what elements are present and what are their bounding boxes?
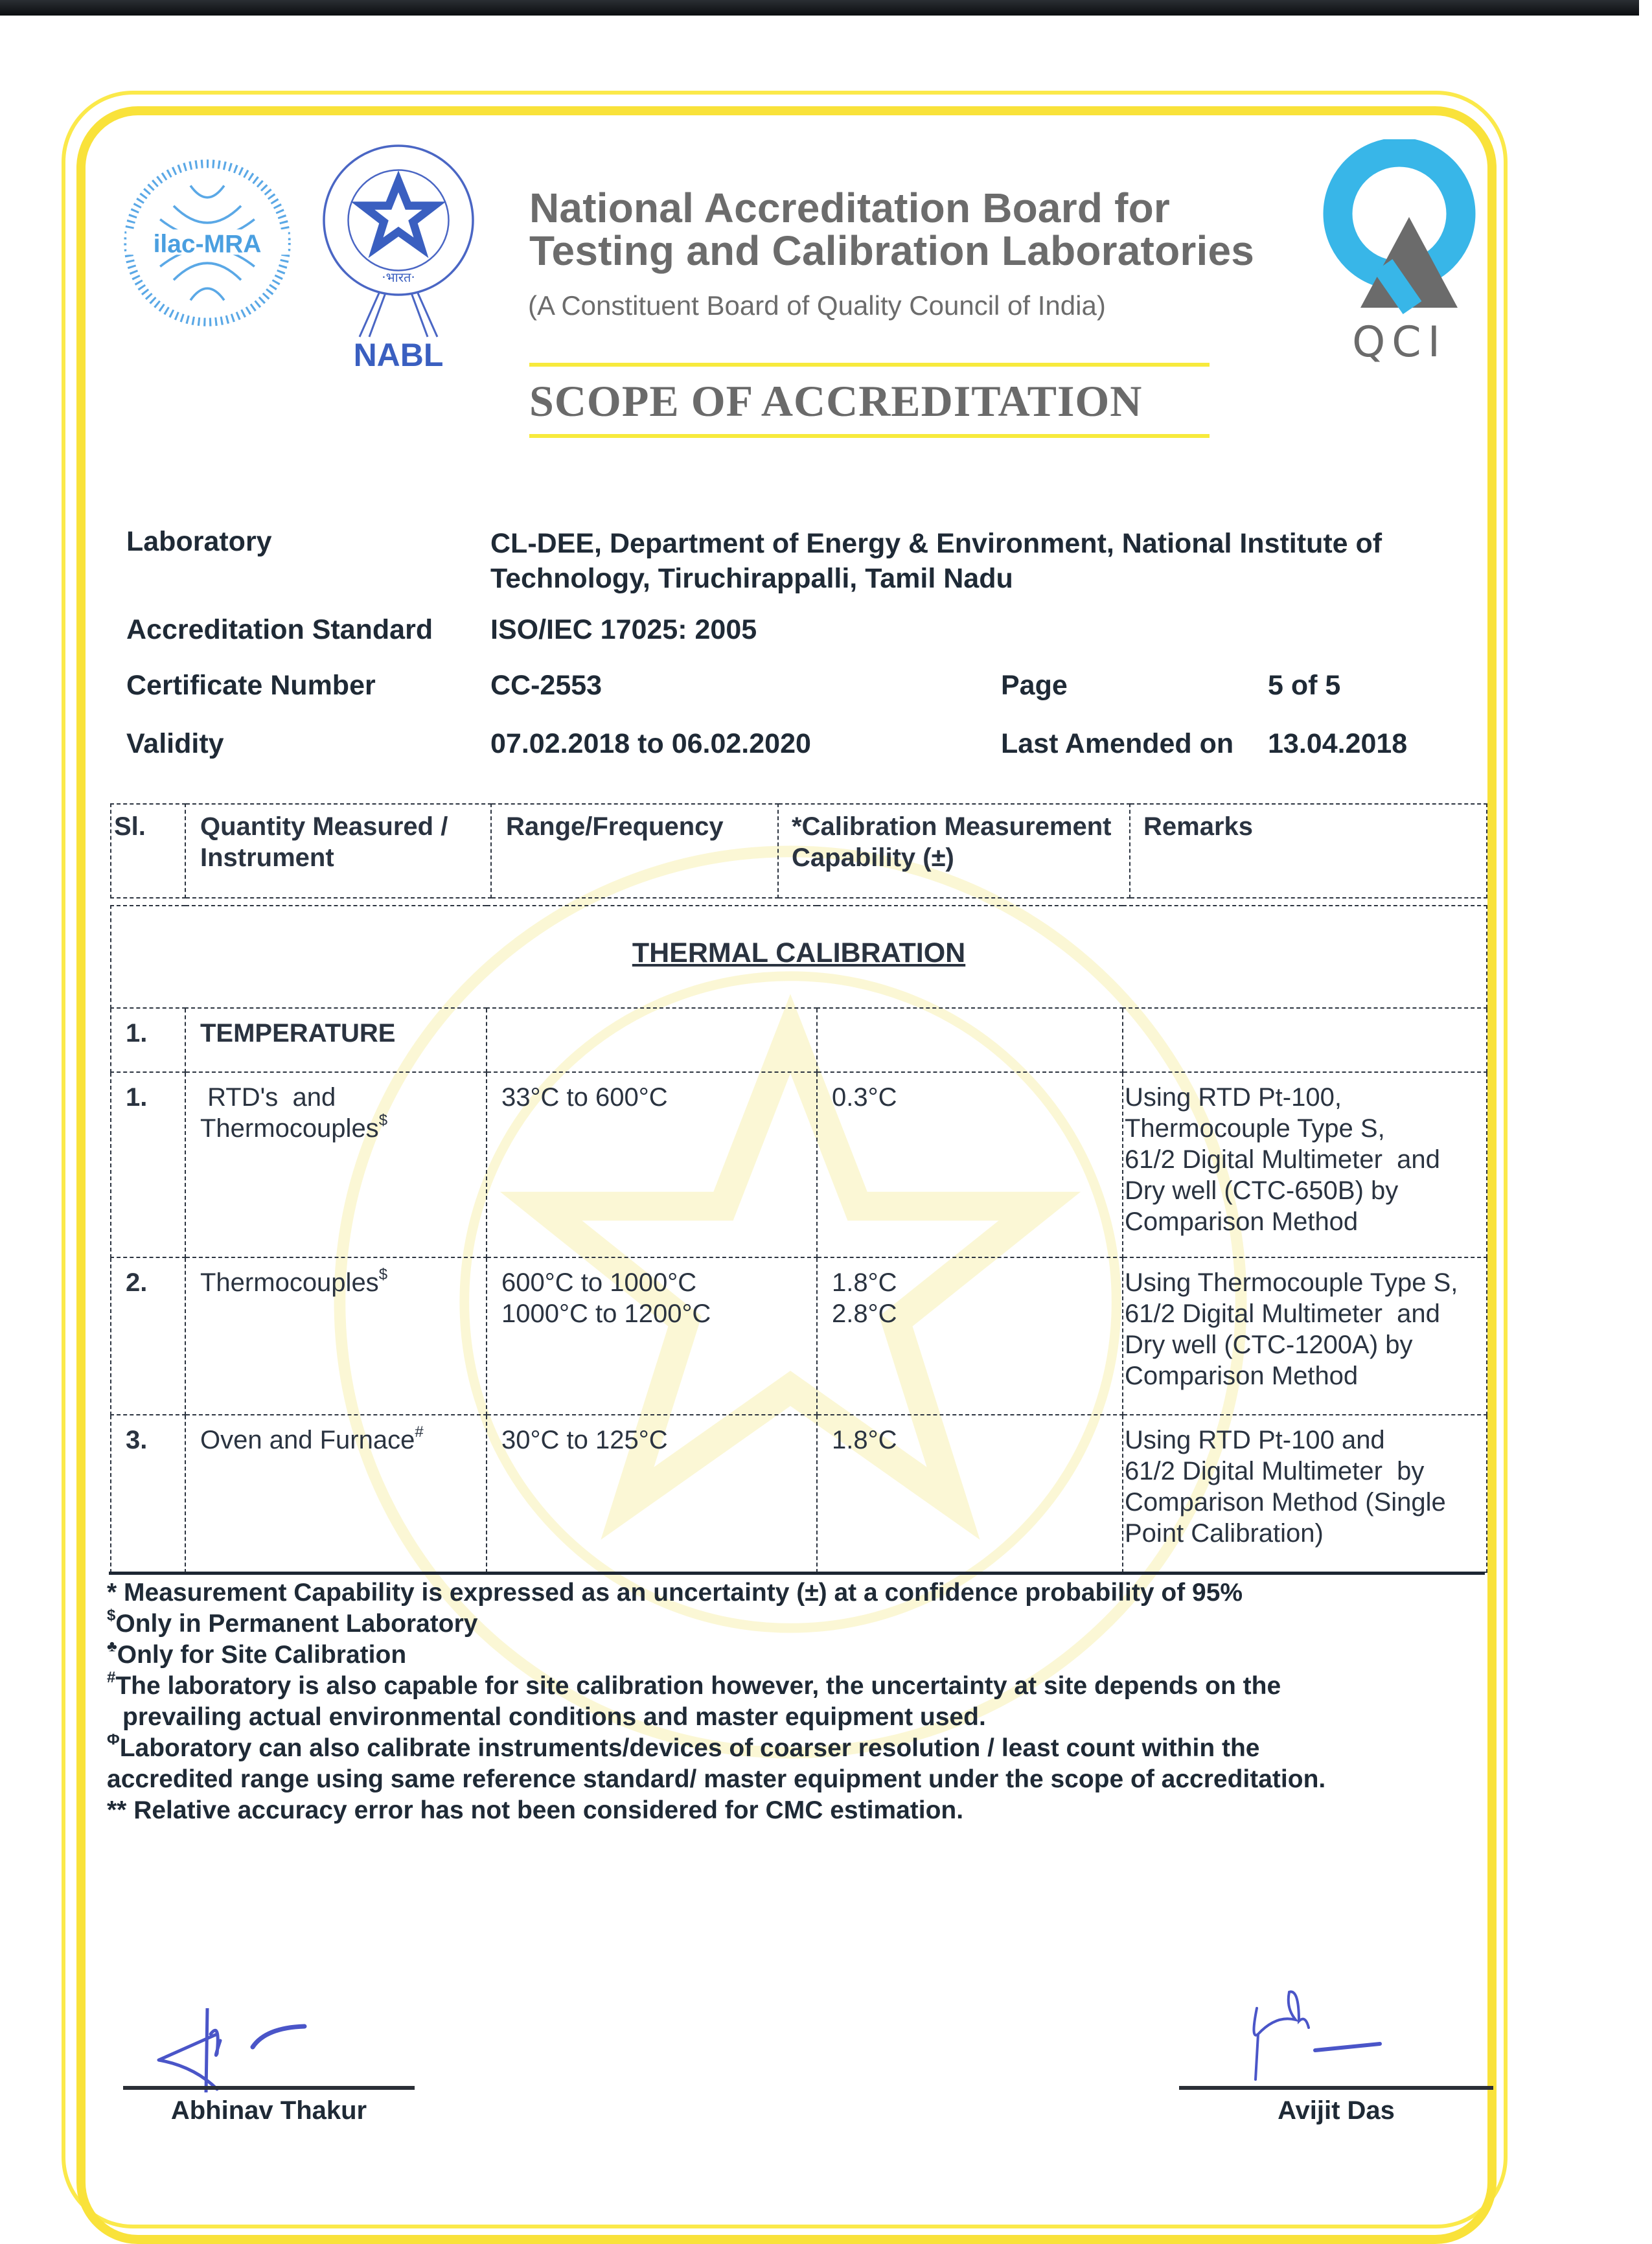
col-header-remarks [1130,804,1487,898]
standard-value: ISO/IEC 17025: 2005 [490,614,757,645]
remarks-line: Dry well (CTC-1200A) by [1125,1331,1413,1359]
laboratory-value-line1: CL-DEE, Department of Energy & Environment, National Institute of [490,528,1382,559]
remarks-line: Point Calibration) [1125,1519,1324,1548]
scope-table-body [110,905,1487,1573]
remarks-line: Comparison Method [1125,1362,1359,1390]
row-range-line1: 600°C to 1000°C [501,1268,697,1297]
footnote-mark: $ [107,1607,116,1624]
table-row-group-temperature [111,1008,1487,1072]
laboratory-label: Laboratory [126,526,272,557]
nabl-logo-icon [317,139,479,372]
row-instrument-line1 [200,1267,486,1298]
col-header-quantity-line1: Quantity Measured / [200,812,448,841]
row-range-line2: 1000°C to 1200°C [501,1299,711,1328]
row-instrument-line1 [200,1425,486,1456]
group-cmc-empty [817,1008,1123,1072]
footnote-text: The laboratory is also capable for site calibration however, the uncertainty at site depends on the [115,1672,1281,1700]
remarks-line: 61/2 Digital Multimeter by [1125,1457,1425,1485]
row-cmc [817,1415,1123,1572]
svg-text:·भारत·: ·भारत· [382,269,415,285]
club-icon: ♣ [107,1638,117,1655]
row-instrument-text: Thermocouples [200,1114,379,1143]
row-cmc-line2: 2.8°C [832,1299,897,1328]
table-row [111,1257,1487,1415]
remarks-line: Dry well (CTC-650B) by [1125,1176,1399,1205]
remarks-line: Thermocouple Type S, [1125,1114,1385,1143]
footnotes [107,1577,1493,1826]
footnote-coarser-resolution [107,1733,1493,1764]
amended-label: Last Amended on [1001,728,1234,759]
footnote-text: Only in Permanent Laboratory [115,1610,478,1638]
standard-label: Accreditation Standard [126,614,433,645]
title-rule-bottom [529,434,1210,438]
row-instrument-line2 [200,1113,486,1144]
signatory-left-name: Abhinav Thakur [170,2096,367,2125]
footnote-permanent-lab [107,1609,1493,1640]
footnote-mark: # [415,1423,424,1441]
validity-value: 07.02.2018 to 06.02.2020 [490,728,811,759]
row-remarks [1123,1072,1487,1257]
signatory-right-name: Avijit Das [1278,2096,1395,2125]
laboratory-value [490,526,1382,596]
row-instrument-line1: RTD's and [200,1083,336,1112]
remarks-line: 61/2 Digital Multimeter and [1125,1299,1440,1328]
row-sl: 1. [111,1072,185,1257]
row-range [487,1072,817,1257]
row-cmc-line1: 1.8°C [832,1426,897,1454]
col-header-sl [111,804,185,898]
phi-icon: Φ [107,1731,120,1748]
row-cmc-line1: 1.8°C [832,1268,897,1297]
col-header-remarks-label: Remarks [1143,812,1254,841]
amended-value: 13.04.2018 [1268,728,1408,759]
row-range [487,1257,817,1415]
remarks-line: Using Thermocouple Type S, [1125,1268,1458,1297]
qci-logo-icon [1318,139,1480,366]
svg-text:ilac-MRA: ilac-MRA [153,230,262,258]
scan-edge-strip [0,0,1639,16]
signature-left-icon [155,2008,415,2092]
page-label: Page [1001,670,1068,701]
section-title-thermal-calibration: THERMAL CALIBRATION [111,906,1487,1008]
row-cmc-line1: 0.3°C [832,1083,897,1112]
footnote-coarser-resolution-line2: accredited range using same reference standard/ master equipment under the scope of accreditation. [107,1765,1326,1793]
group-range-empty [487,1008,817,1072]
remarks-line: Comparison Method [1125,1208,1359,1236]
footnote-cmc: * Measurement Capability is expressed as an uncertainty (±) at a confidence probability of 95% [107,1579,1243,1607]
org-subtitle: (A Constituent Board of Quality Council of India) [528,290,1106,321]
group-sl: 1. [111,1008,185,1072]
row-remarks [1123,1415,1487,1572]
row-instrument-text: Oven and Furnace [200,1426,415,1454]
scope-title: SCOPE OF ACCREDITATION [529,376,1143,426]
row-range-line1: 33°C to 600°C [501,1083,668,1112]
row-sl: 3. [111,1415,185,1572]
page-value: 5 of 5 [1268,670,1341,701]
footnote-text: Only for Site Calibration [117,1641,407,1669]
signature-line-left [123,2086,415,2090]
remarks-line: 61/2 Digital Multimeter and [1125,1145,1440,1174]
certificate-value: CC-2553 [490,670,602,701]
col-header-sl-label: Sl. [114,812,146,841]
row-range-line1: 30°C to 125°C [501,1426,668,1454]
org-title [529,187,1254,272]
row-instrument [185,1257,487,1415]
footnote-mark: # [107,1669,116,1686]
col-header-cmc-line2: Capability (±) [792,843,954,872]
svg-text:QCI: QCI [1352,318,1447,366]
table-bottom-rule [109,1572,1485,1575]
col-header-range-label: Range/Frequency [506,812,724,841]
footnote-site-capable [107,1671,1493,1702]
group-name: TEMPERATURE [185,1008,487,1072]
table-row [111,1415,1487,1572]
org-title-line2: Testing and Calibration Laboratories [529,227,1255,274]
row-sl: 2. [111,1257,185,1415]
row-range [487,1415,817,1572]
scope-table-header [110,803,1487,899]
row-instrument-text: Thermocouples [200,1268,379,1297]
footnote-text: Laboratory can also calibrate instruments/devices of coarser resolution / least count within the [119,1734,1260,1762]
validity-label: Validity [126,728,224,759]
org-title-line1: National Accreditation Board for [529,185,1171,231]
remarks-line: Comparison Method (Single [1125,1488,1446,1517]
table-row [111,1072,1487,1257]
col-header-cmc [778,804,1130,898]
footnote-mark: $ [378,1112,388,1129]
title-rule-top [529,363,1210,367]
footnote-relative-accuracy: ** Relative accuracy error has not been considered for CMC estimation. [107,1796,964,1824]
signature-line-right [1179,2086,1493,2090]
row-remarks [1123,1257,1487,1415]
footnote-site-capable-line2: prevailing actual environmental conditions and master equipment used. [122,1703,986,1731]
group-remarks-empty [1123,1008,1487,1072]
col-header-quantity [185,804,491,898]
row-cmc [817,1257,1123,1415]
col-header-range [491,804,778,898]
col-header-quantity-line2: Instrument [200,843,334,872]
svg-text:NABL: NABL [353,337,444,372]
remarks-line: Using RTD Pt-100, [1125,1083,1342,1112]
ilac-mra-logo-icon [123,159,292,327]
footnote-mark: $ [378,1266,388,1283]
footnote-site-calibration [107,1640,1493,1671]
row-instrument [185,1415,487,1572]
col-header-cmc-line1: *Calibration Measurement [792,812,1112,841]
laboratory-value-line2: Technology, Tiruchirappalli, Tamil Nadu [490,563,1013,594]
row-cmc [817,1072,1123,1257]
signature-right-icon [1250,1989,1458,2086]
row-instrument [185,1072,487,1257]
certificate-label: Certificate Number [126,670,376,701]
remarks-line: Using RTD Pt-100 and [1125,1426,1385,1454]
